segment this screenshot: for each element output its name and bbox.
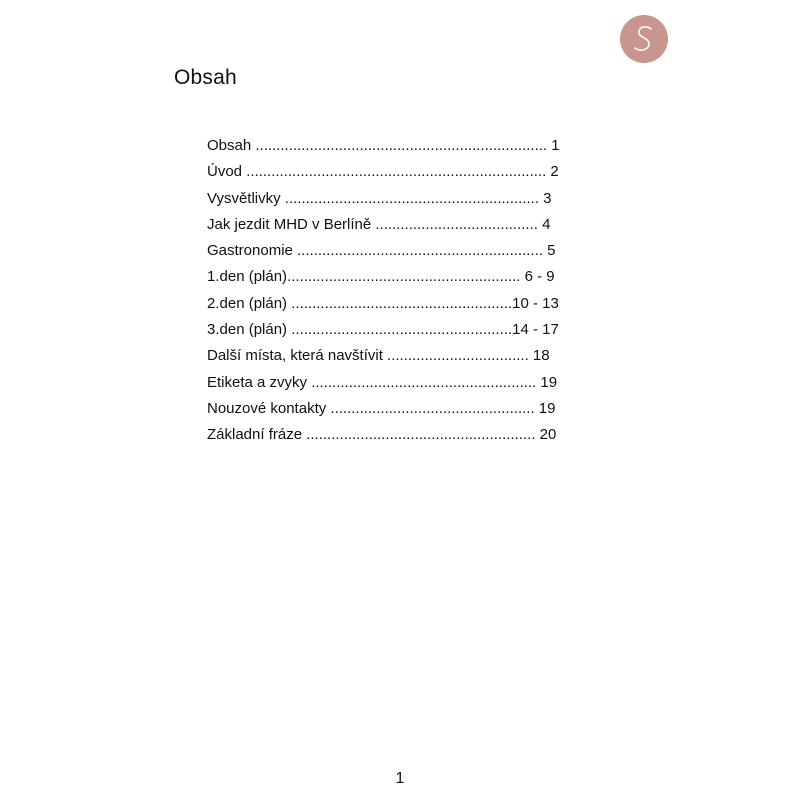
toc-entry-page: 19 [536, 373, 558, 391]
toc-entry[interactable] [207, 159, 587, 185]
toc-entry-label: Základní fráze [207, 426, 303, 444]
toc-leader-dots: ...................................................... [307, 373, 537, 391]
toc-entry-label: 3.den (plán) [207, 321, 288, 339]
toc-entry-label: Jak jezdit MHD v Berlíně [207, 215, 372, 233]
toc-entry-label: Úvod [207, 163, 243, 181]
toc-leader-dots: .................................. [382, 347, 529, 365]
toc-entry[interactable] [207, 238, 587, 264]
toc-entry-page: 19 [534, 399, 556, 417]
toc-leader-dots: ........................................................ [287, 268, 521, 286]
toc-leader-dots: ........................................................................ [242, 163, 547, 181]
toc-leader-dots: ............................................................. [280, 189, 540, 207]
toc-entry-label: Gastronomie [207, 242, 293, 260]
brand-logo [620, 15, 668, 63]
toc-entry[interactable] [207, 291, 587, 317]
script-s-logo-icon [630, 24, 658, 54]
toc-leader-dots: ....................................... [371, 215, 538, 233]
toc-leader-dots: ..................................................... [287, 294, 513, 312]
toc-entry-page: 1 [547, 137, 560, 154]
toc-entry[interactable] [207, 317, 587, 343]
toc-entry-page: 3 [539, 189, 552, 207]
table-of-contents [207, 133, 587, 449]
toc-entry-label: Vysvětlivky [207, 189, 281, 207]
toc-entry-label: Nouzové kontakty [207, 399, 327, 417]
toc-entry[interactable] [207, 370, 587, 396]
toc-entry-page: 5 [542, 242, 556, 260]
toc-entry[interactable] [207, 396, 587, 422]
toc-entry-page: 14 - 17 [512, 321, 559, 339]
toc-leader-dots: ...................................................................... [251, 137, 548, 154]
toc-leader-dots: ..................................................... [287, 321, 513, 339]
toc-entry[interactable] [207, 264, 587, 290]
toc-entry-page: 20 [535, 426, 557, 444]
toc-entry-label: Etiketa a zvyky [207, 373, 308, 391]
toc-entry-label: 1.den (plán) [207, 268, 288, 286]
page-title: Obsah [174, 66, 237, 89]
toc-leader-dots: ................................................. [326, 399, 535, 417]
toc-entry-page: 2 [546, 163, 559, 181]
toc-leader-dots: ........................................................... [292, 242, 543, 260]
toc-entry-page: 6 - 9 [520, 268, 555, 286]
toc-entry[interactable] [207, 212, 587, 238]
page-number: 1 [395, 770, 405, 787]
toc-entry-page: 18 [528, 347, 550, 365]
toc-entry[interactable] [207, 133, 587, 159]
toc-entry-page: 10 - 13 [512, 294, 559, 312]
toc-entry-label: Obsah [207, 137, 252, 154]
toc-entry-label: Další místa, která navštívit [207, 347, 383, 365]
toc-leader-dots: ....................................................... [302, 426, 536, 444]
toc-entry[interactable] [207, 186, 587, 212]
toc-entry-page: 4 [537, 215, 551, 233]
toc-entry-label: 2.den (plán) [207, 294, 288, 312]
toc-entry[interactable] [207, 422, 587, 448]
toc-entry[interactable] [207, 343, 587, 369]
